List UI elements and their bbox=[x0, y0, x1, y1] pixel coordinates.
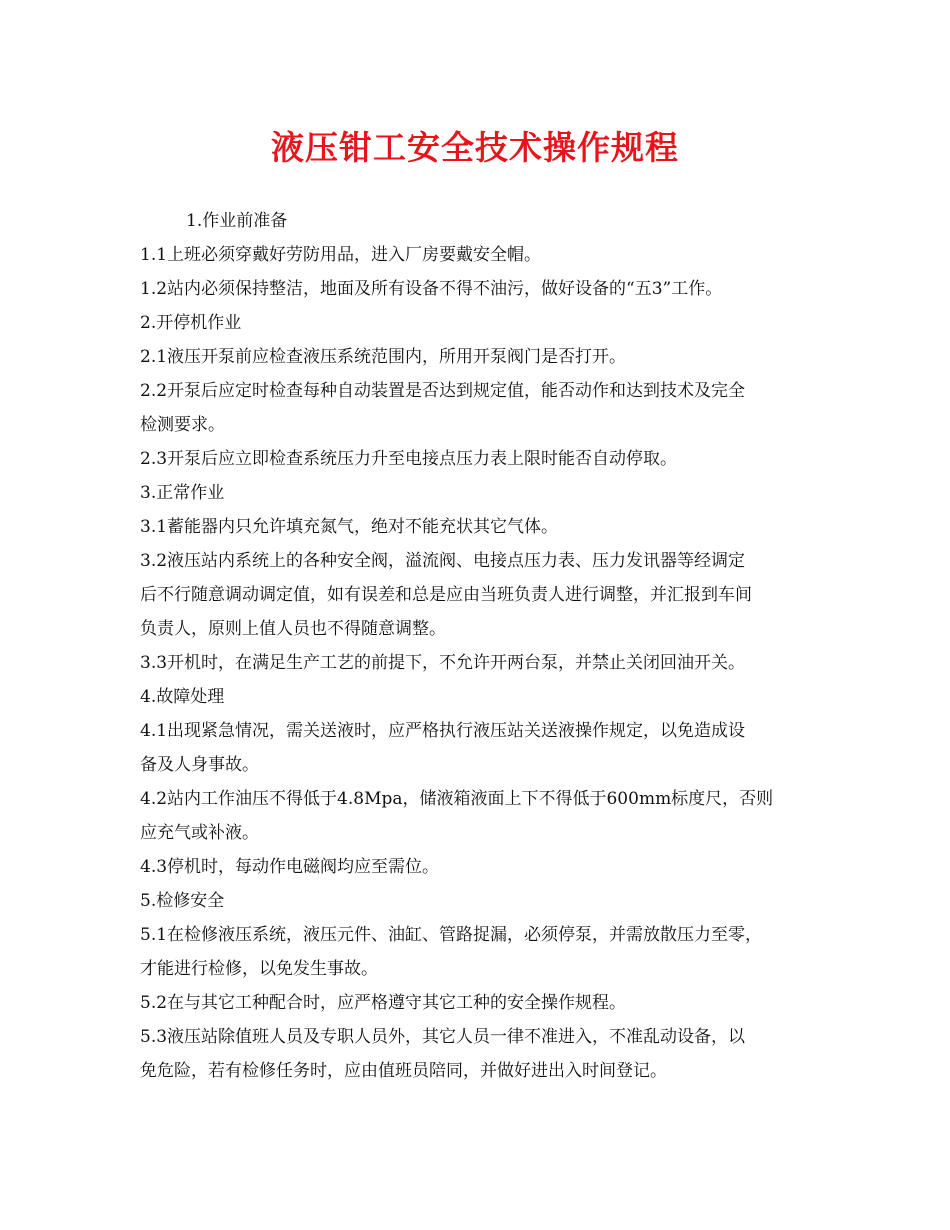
section-heading: 4.故障处理 bbox=[140, 687, 225, 707]
paragraph-line: 检测要求。 bbox=[140, 415, 225, 435]
paragraph-line: 2.3开泵后应立即检查系统压力升至电接点压力表上限时能否自动停取。 bbox=[140, 449, 678, 469]
paragraph-line: 后不行随意调动调定值，如有误差和总是应由当班负责人进行调整，并汇报到车间 bbox=[140, 585, 752, 605]
paragraph-line: 备及人身事故。 bbox=[140, 755, 259, 775]
paragraph-line: 免危险，若有检修任务时，应由值班员陪同，并做好进出入时间登记。 bbox=[140, 1061, 667, 1081]
paragraph-line: 5.1在检修液压系统，液压元件、油缸、管路捉漏，必须停泵，并需放散压力至零， bbox=[140, 925, 763, 945]
paragraph-line: 1.1上班必须穿戴好劳防用品，进入厂房要戴安全帽。 bbox=[140, 245, 542, 265]
paragraph-line: 3.1蓄能器内只允许填充氮气，绝对不能充状其它气体。 bbox=[140, 517, 559, 537]
paragraph-line: 才能进行检修，以免发生事故。 bbox=[140, 959, 378, 979]
paragraph-line: 2.2开泵后应定时检查每种自动装置是否达到规定值，能否动作和达到技术及完全 bbox=[140, 381, 746, 401]
paragraph-line: 1.2站内必须保持整洁，地面及所有设备不得不油污，做好设备的“五3”工作。 bbox=[140, 279, 723, 299]
paragraph-line: 5.2在与其它工种配合时，应严格遵守其它工种的安全操作规程。 bbox=[140, 993, 627, 1013]
paragraph-line: 应充气或补液。 bbox=[140, 823, 259, 843]
paragraph-line: 5.3液压站除值班人员及专职人员外，其它人员一律不准进入，不准乱动设备，以 bbox=[140, 1027, 746, 1047]
section-heading: 1.作业前准备 bbox=[186, 211, 288, 231]
paragraph-line: 3.3开机时，在满足生产工艺的前提下，不允许开两台泵，并禁止关闭回油开关。 bbox=[140, 653, 746, 673]
document-title: 液压钳工安全技术操作规程 bbox=[271, 128, 679, 167]
section-heading: 2.开停机作业 bbox=[140, 313, 242, 333]
paragraph-line: 4.1出现紧急情况，需关送液时，应严格执行液压站关送液操作规定，以免造成设 bbox=[140, 721, 746, 741]
paragraph-line: 2.1液压开泵前应检查液压系统范围内，所用开泵阀门是否打开。 bbox=[140, 347, 627, 367]
paragraph-line: 负责人，原则上值人员也不得随意调整。 bbox=[140, 619, 446, 639]
paragraph-line: 4.2站内工作油压不得低于4.8Mpa，储液箱液面上下不得低于600mm标度尺，否则 bbox=[140, 789, 774, 809]
document-body bbox=[140, 204, 820, 1088]
section-heading: 5.检修安全 bbox=[140, 891, 225, 911]
paragraph-line: 4.3停机时，每动作电磁阀均应至需位。 bbox=[140, 857, 440, 877]
section-heading: 3.正常作业 bbox=[140, 483, 225, 503]
paragraph-line: 3.2液压站内系统上的各种安全阀，溢流阀、电接点压力表、压力发讯器等经调定 bbox=[140, 551, 746, 571]
